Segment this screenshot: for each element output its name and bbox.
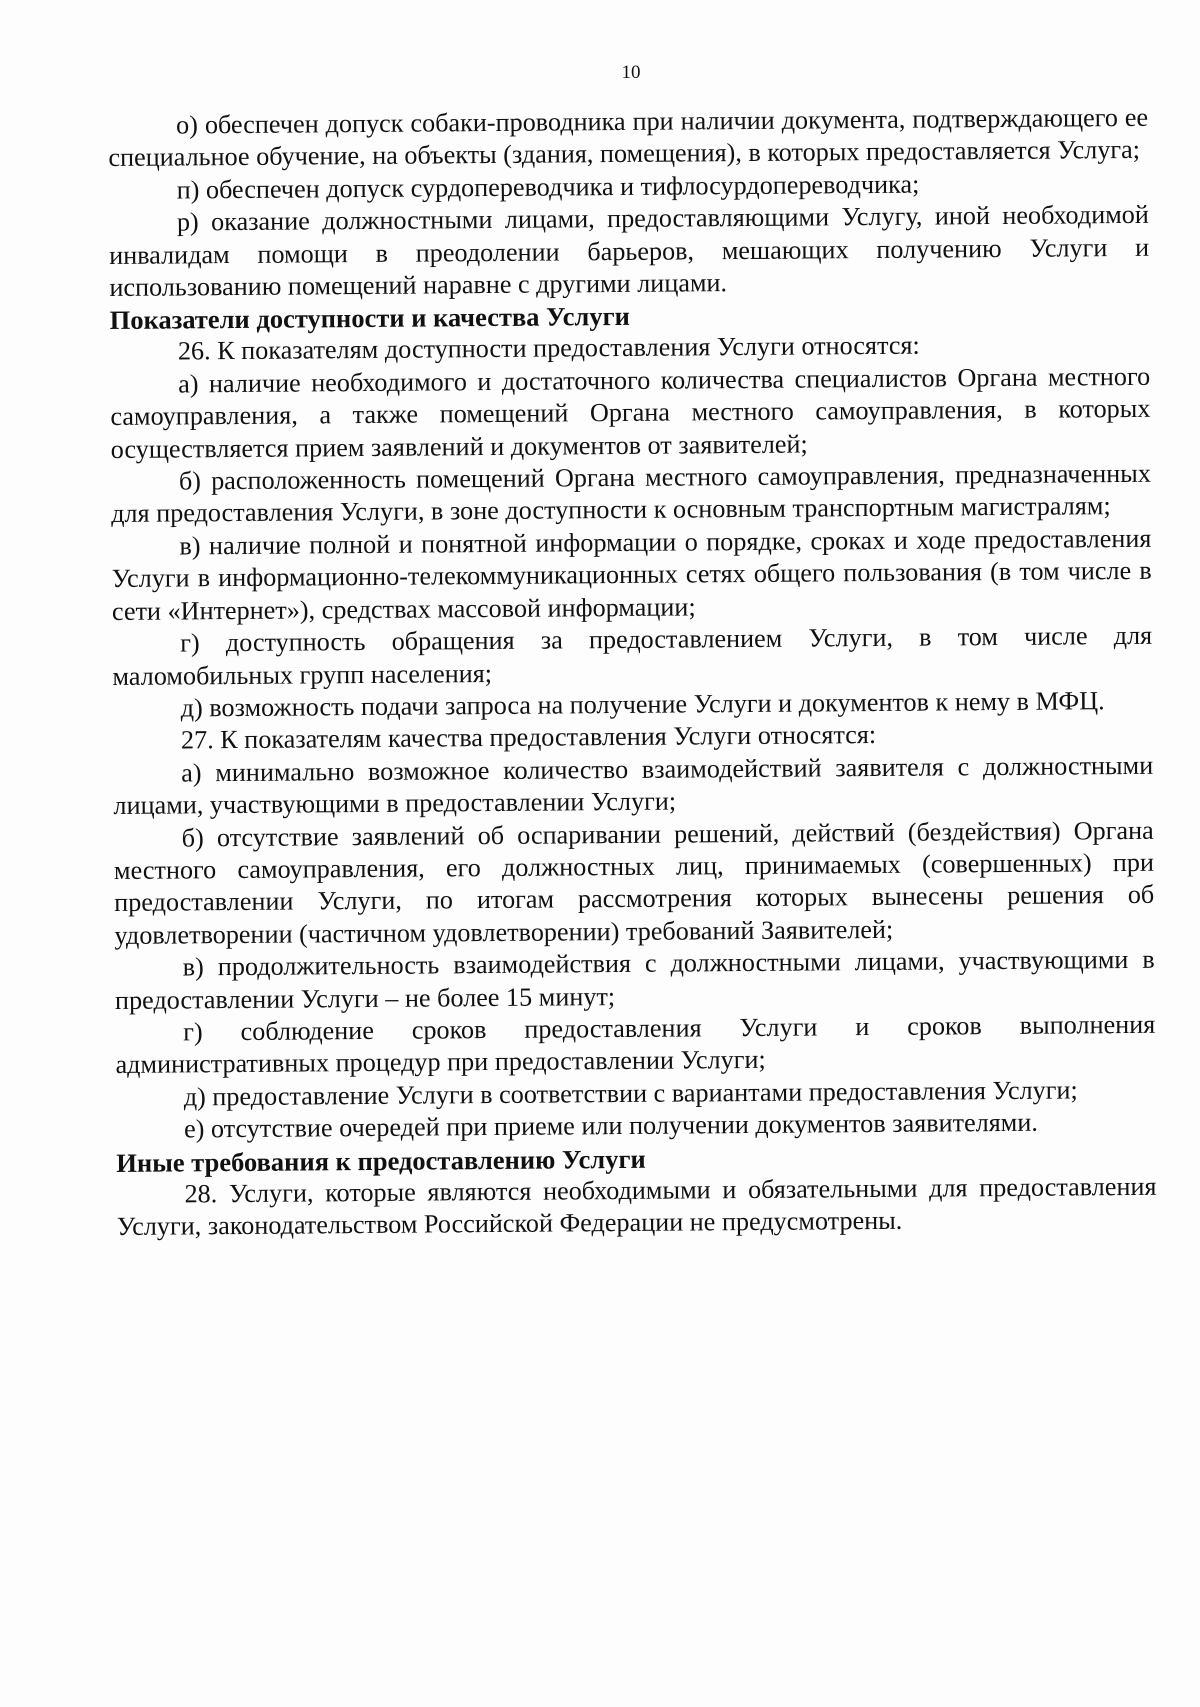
list-item-26-b: б) расположенность помещений Органа местного самоуправления, предназначенных для предоставления Услуги, в зоне доступности к основным транспортным магистралям; [111,458,1151,529]
list-item-p: п) обеспечен допуск сурдопереводчика и тифлосурдопереводчика; [176,169,920,205]
list-item-27-d: д) предоставление Услуги в соответствии с вариантами предоставления Услуги; [183,1075,1078,1112]
list-item-o: о) обеспечен допуск собаки-проводника при наличии документа, подтверждающего ее специальное обучение, на объекты (здания, помещения), в которых предоставляется Услуга; [108,102,1149,173]
list-item-26-v: в) наличие полной и понятной информации о порядке, сроках и ходе предоставления Услуги в информационно-телекоммуникационных сетях общего пользования (в том числе в сети «Интернет»), средствах массовой информации; [111,523,1152,626]
list-item-26-d: д) возможность подачи запроса на получение Услуги и документов к нему в МФЦ. [180,686,1105,723]
list-item-26-a: а) наличие необходимого и достаточного количества специалистов Органа местного самоуправления, а также помещений Органа местного самоуправления, в которых осуществляется прием заявлений и документов от заявителей; [110,361,1151,464]
paragraph-28: 28. Услуги, которые являются необходимыми и обязательными для предоставления Услуги, законодательством Российской Федерации не предусмотрены. [116,1171,1157,1241]
section-heading-accessibility-quality: Показатели доступности и качества Услуги [109,301,631,336]
list-item-27-v: в) продолжительность взаимодействия с должностными лицами, участвующими в предоставлении Услуги – не более 15 минут; [114,944,1155,1015]
list-item-27-g: г) соблюдение сроков предоставления Услуги и сроков выполнения административных процедур при предоставлении Услуги; [115,1009,1156,1080]
document-body [108,102,1157,1244]
list-item-26-g: г) доступность обращения за предоставлением Услуги, в том числе для маломобильных групп населения; [112,620,1153,691]
section-heading-other-requirements: Иные требования к предоставлению Услуги [116,1143,646,1178]
paragraph-27: 27. К показателям качества предоставления Услуги относятся: [180,720,877,755]
list-item-27-e: е) отсутствие очередей при приеме или получении документов заявителями. [183,1107,1039,1144]
page-number: 10 [621,62,641,83]
list-item-r: р) оказание должностными лицами, предоставляющими Услугу, иной необходимой инвалидам помощи в преодолении барьеров, мешающих получению Услуги и использованию помещений наравне с другими лицами. [109,200,1150,303]
paragraph-26: 26. К показателям доступности предоставления Услуги относятся: [177,331,920,366]
list-item-27-a: а) минимально возможное количество взаимодействий заявителя с должностными лицами, участвующими в предоставлении Услуги; [113,750,1154,821]
list-item-27-b: б) отсутствие заявлений об оспаривании решений, действий (бездействия) Органа местного самоуправления, его должностных лиц, принимаемых (совершенных) при предоставлении Услуги, по итогам рассмотрения которых вынесены решения об удовлетворении (частичном удовлетворении) требований Заявителей; [113,815,1155,950]
